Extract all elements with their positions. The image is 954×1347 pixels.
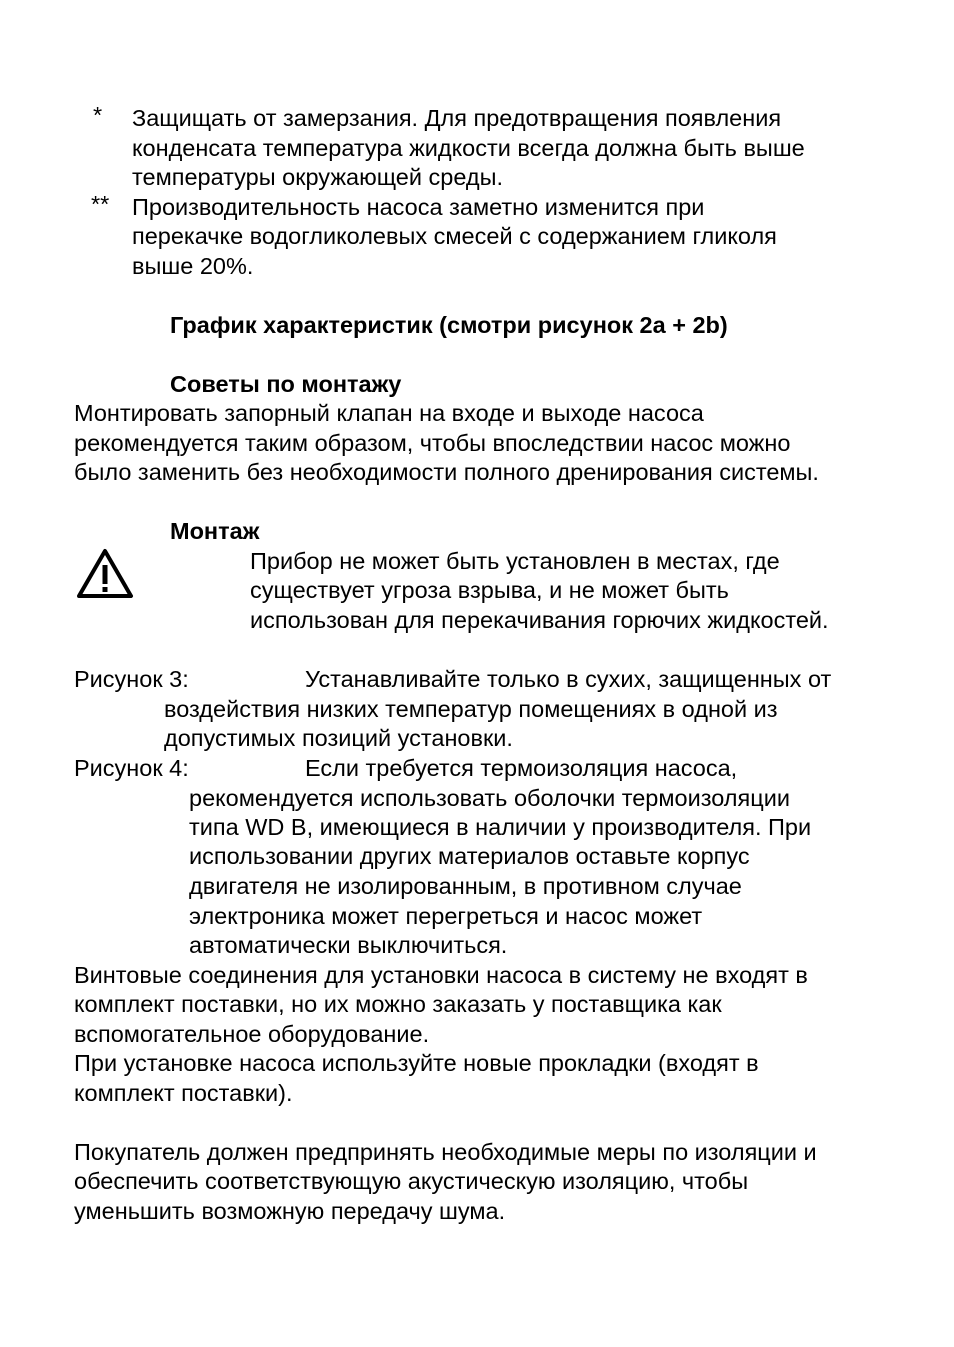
screw-connections-line-1: Винтовые соединения для установки насоса в систему не входят в	[74, 962, 808, 988]
gaskets-line-1: При установке насоса используйте новые прокладки (входят в	[74, 1050, 759, 1076]
mounting-tips-heading: Советы по монтажу	[170, 371, 402, 397]
footnote-2-line-2: перекачке водогликолевых смесей с содержанием гликоля	[132, 223, 777, 249]
figure-4-line-6: электроника может перегреться и насос может	[189, 903, 703, 929]
installation-heading: Монтаж	[170, 518, 260, 544]
figure-4-line-1: Если требуется термоизоляция насоса,	[305, 755, 738, 781]
figure-4-line-7: автоматически выключиться.	[189, 932, 508, 958]
figure-4-line-4: использовании других материалов оставьте корпус	[189, 843, 750, 869]
footnote-mark-double-star: **	[91, 191, 110, 217]
figure-3-line-2: воздействия низких температур помещениях в одной из	[164, 696, 778, 722]
buyer-line-1: Покупатель должен предпринять необходимые меры по изоляции и	[74, 1139, 817, 1165]
screw-connections-line-3: вспомогательное оборудование.	[74, 1021, 430, 1047]
footnote-2-line-3: выше 20%.	[132, 253, 254, 279]
figure-3-line-3: допустимых позиций установки.	[164, 725, 513, 751]
figure-3-label: Рисунок 3:	[74, 666, 189, 692]
buyer-line-3: уменьшить возможную передачу шума.	[74, 1198, 506, 1224]
warning-line-2: существует угроза взрыва, и не может быть	[250, 577, 729, 603]
screw-connections-line-2: комплект поставки, но их можно заказать у поставщика как	[74, 991, 722, 1017]
figure-3-line-1: Устанавливайте только в сухих, защищенных от	[305, 666, 832, 692]
mounting-tips-line-3: было заменить без необходимости полного дренирования системы.	[74, 459, 819, 485]
chart-heading: График характеристик (смотри рисунок 2a + 2b)	[170, 312, 728, 338]
footnote-1-line-3: температуры окружающей среды.	[132, 164, 504, 190]
figure-4-label: Рисунок 4:	[74, 755, 189, 781]
buyer-line-2: обеспечить соответствующую акустическую изоляцию, чтобы	[74, 1168, 749, 1194]
warning-line-1: Прибор не может быть установлен в местах, где	[250, 548, 780, 574]
figure-4-line-5: двигателя не изолированным, в противном случае	[189, 873, 742, 899]
gaskets-line-2: комплект поставки).	[74, 1080, 293, 1106]
warning-triangle-icon	[76, 548, 134, 600]
footnote-1-line-1: Защищать от замерзания. Для предотвращения появления	[132, 105, 782, 131]
footnote-2-line-1: Производительность насоса заметно изменится при	[132, 194, 705, 220]
warning-line-3: использован для перекачивания горючих жидкостей.	[250, 607, 829, 633]
figure-4-line-3: типа WD B, имеющиеся в наличии у производителя. При	[189, 814, 812, 840]
mounting-tips-line-2: рекомендуется таким образом, чтобы впоследствии насос можно	[74, 430, 791, 456]
footnote-mark-star: *	[93, 102, 103, 128]
footnote-1-line-2: конденсата температура жидкости всегда должна быть выше	[132, 135, 805, 161]
figure-4-line-2: рекомендуется использовать оболочки термоизоляции	[189, 785, 790, 811]
mounting-tips-line-1: Монтировать запорный клапан на входе и выходе насоса	[74, 400, 704, 426]
